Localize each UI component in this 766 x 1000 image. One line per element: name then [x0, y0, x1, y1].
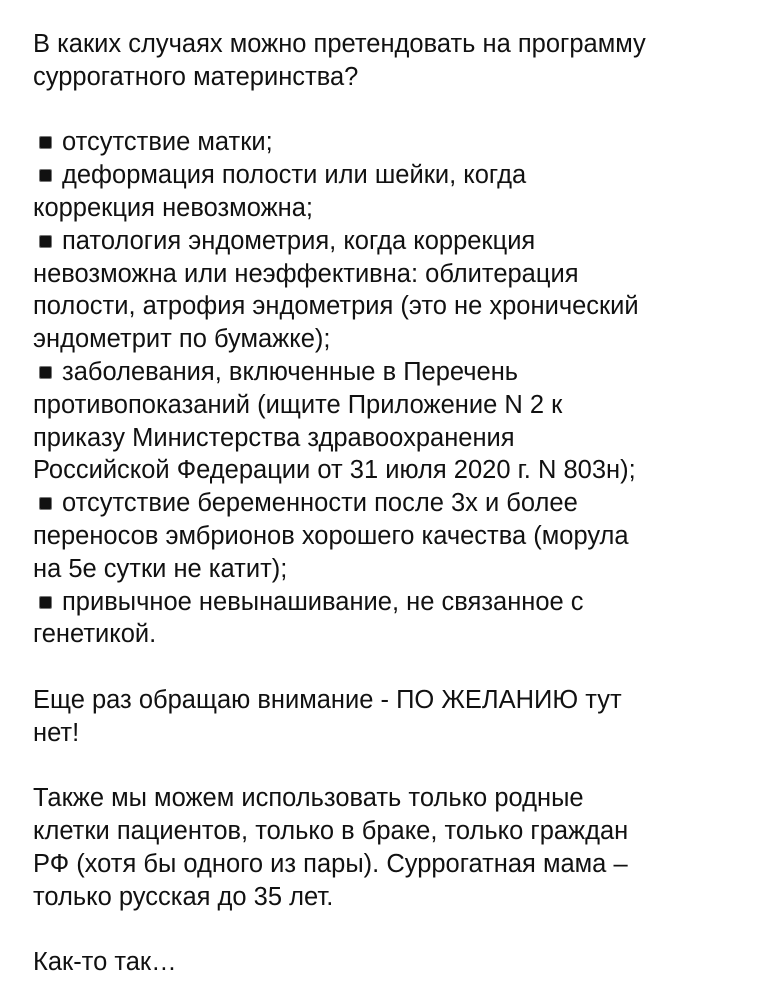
- text-line: полости, атрофия эндометрия (это не хронический: [33, 292, 639, 321]
- text-line: нет!: [33, 718, 80, 747]
- text-line: невозможна или неэффективна: облитерация: [33, 259, 579, 288]
- bullet-square-icon: [39, 497, 52, 510]
- text-line: генетикой.: [33, 620, 157, 649]
- bullet-square-icon: [39, 136, 52, 149]
- conditions-line: [33, 782, 646, 815]
- list-item-line: [33, 487, 646, 520]
- text-line: РФ (хотя бы одного из пары). Суррогатная мама –: [33, 849, 628, 878]
- text-line: отсутствие матки;: [62, 128, 273, 157]
- text-line: противопоказаний (ищите Приложение N 2 к: [33, 390, 563, 419]
- text-line: приказу Министерства здравоохранения: [33, 423, 515, 452]
- text-line: заболевания, включенные в Перечень: [62, 357, 519, 386]
- text-line: на 5е сутки не катит);: [33, 554, 288, 583]
- conditions-line: [33, 848, 646, 881]
- bullet-square-icon: [39, 596, 52, 609]
- bullet-square-icon: [39, 235, 52, 248]
- text-line: клетки пациентов, только в браке, только граждан: [33, 817, 629, 846]
- conditions-line: [33, 815, 646, 848]
- text-line: В каких случаях можно претендовать на программу: [33, 30, 646, 58]
- text-line: деформация полости или шейки, когда: [62, 161, 527, 190]
- list-item-line: [33, 454, 646, 487]
- text-line: Российской Федерации от 31 июля 2020 г. N 803н);: [33, 456, 636, 485]
- document: [33, 28, 646, 979]
- list-item-line: [33, 225, 646, 258]
- question-line: [33, 28, 646, 61]
- closing-line: [33, 946, 646, 979]
- list-item-line: [33, 422, 646, 455]
- note-line: [33, 717, 646, 750]
- text-line: патология эндометрия, когда коррекция: [62, 226, 536, 255]
- bullet-square-icon: [39, 366, 52, 379]
- list-item-line: [33, 356, 646, 389]
- list-item-line: [33, 389, 646, 422]
- question-line: [33, 61, 646, 94]
- list-item-line: [33, 192, 646, 225]
- bullet-square-icon: [39, 169, 52, 182]
- text-line: Как-то так…: [33, 948, 177, 977]
- list-item-line: [33, 586, 646, 619]
- text-line: привычное невынашивание, не связанное с: [62, 587, 584, 616]
- text-line: переносов эмбрионов хорошего качества (морула: [33, 521, 629, 550]
- list-item-line: [33, 126, 646, 159]
- note-line: [33, 684, 646, 717]
- text-line: эндометрит по бумажке);: [33, 325, 331, 354]
- list-item-line: [33, 159, 646, 192]
- text-line: отсутствие беременности после 3х и более: [62, 489, 578, 518]
- text-line: суррогатного материнства?: [33, 62, 359, 91]
- text-line: коррекция невозможна;: [33, 193, 314, 222]
- list-item-line: [33, 618, 646, 651]
- list-item-line: [33, 290, 646, 323]
- list-item-line: [33, 553, 646, 586]
- text-line: только русская до 35 лет.: [33, 882, 334, 911]
- list-item-line: [33, 323, 646, 356]
- conditions-line: [33, 881, 646, 914]
- list-item-line: [33, 258, 646, 291]
- list-item-line: [33, 520, 646, 553]
- text-line: Еще раз обращаю внимание - ПО ЖЕЛАНИЮ тут: [33, 685, 622, 714]
- text-line: Также мы можем использовать только родные: [33, 784, 584, 813]
